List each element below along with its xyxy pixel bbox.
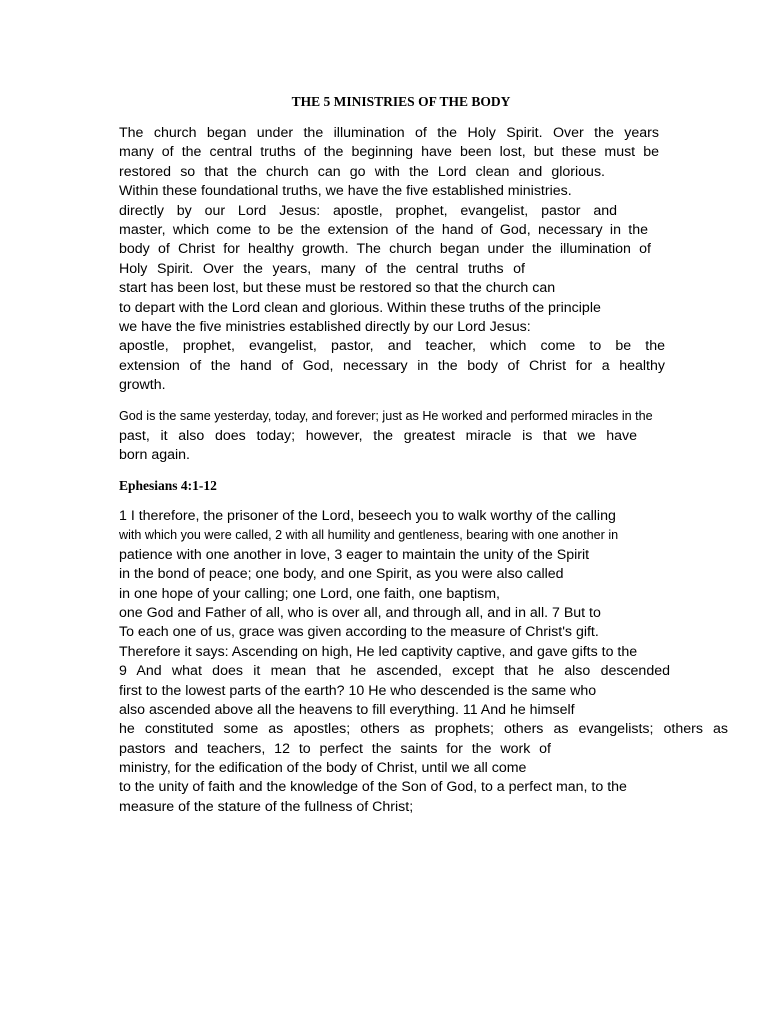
- text-line: with which you were called, 2 with all humility and gentleness, bearing with one another in: [119, 528, 619, 543]
- text-line: restored so that the church can go with the Lord clean and glorious.: [119, 163, 605, 180]
- text-line: ministry, for the edification of the body of Christ, until we all come: [119, 760, 527, 777]
- scripture-paragraph: [119, 507, 728, 817]
- text-line: To each one of us, grace was given according to the measure of Christ's gift.: [119, 624, 599, 641]
- text-line: apostle, prophet, evangelist, pastor, and teacher, which come to be the: [119, 338, 665, 355]
- text-line: many of the central truths of the beginning have been lost, but these must be: [119, 144, 659, 161]
- text-line: also ascended above all the heavens to fill everything. 11 And he himself: [119, 701, 575, 718]
- text-line: to the unity of faith and the knowledge of the Son of God, to a perfect man, to the: [119, 779, 627, 796]
- document-title: THE 5 MINISTRIES OF THE BODY: [291, 94, 511, 109]
- text-line: measure of the stature of the fullness of Christ;: [119, 798, 414, 815]
- text-line: The church began under the illumination of the Holy Spirit. Over the years: [119, 125, 659, 141]
- text-line: extension of the hand of God, necessary in the body of Christ for a healthy: [119, 357, 665, 374]
- text-line: Holy Spirit. Over the years, many of the central truths of: [119, 260, 525, 277]
- text-line: body of Christ for healthy growth. The church began under the illumination of: [119, 241, 651, 258]
- text-line: master, which come to be the extension of the hand of God, necessary in the: [119, 221, 648, 238]
- text-line: in the bond of peace; one body, and one Spirit, as you were also called: [119, 566, 564, 583]
- text-line: born again.: [119, 447, 190, 463]
- text-line: one God and Father of all, who is over all, and through all, and in all. 7 But to: [119, 604, 601, 621]
- text-line: we have the five ministries established directly by our Lord Jesus:: [119, 318, 531, 335]
- miracle-paragraph: [119, 406, 728, 465]
- text-line: pastors and teachers, 12 to perfect the saints for the work of: [119, 740, 551, 757]
- text-line: patience with one another in love, 3 eager to maintain the unity of the Spirit: [119, 546, 590, 563]
- text-line: 1 I therefore, the prisoner of the Lord, beseech you to walk worthy of the calling: [119, 508, 616, 524]
- text-line: he constituted some as apostles; others as prophets; others as evangelists; others as: [119, 721, 728, 738]
- text-line: 9 And what does it mean that he ascended, except that he also descended: [119, 663, 670, 680]
- text-line: start has been lost, but these must be restored so that the church can: [119, 280, 556, 297]
- text-line: God is the same yesterday, today, and forever; just as He worked and performed miracles in the: [119, 409, 653, 423]
- text-line: Within these foundational truths, we have the five established ministries.: [119, 183, 572, 200]
- text-line: to depart with the Lord clean and glorious. Within these truths of the principle: [119, 299, 601, 316]
- text-line: directly by our Lord Jesus: apostle, prophet, evangelist, pastor and: [119, 202, 617, 219]
- text-line: Therefore it says: Ascending on high, He led captivity captive, and gave gifts to the: [119, 643, 638, 660]
- text-line: growth.: [119, 377, 166, 394]
- text-line: in one hope of your calling; one Lord, one faith, one baptism,: [119, 585, 500, 602]
- intro-paragraph: [119, 124, 665, 395]
- text-line: first to the lowest parts of the earth? 10 He who descended is the same who: [119, 682, 597, 699]
- text-line: past, it also does today; however, the greatest miracle is that we have: [119, 428, 637, 444]
- scripture-heading: Ephesians 4:1-12: [119, 478, 217, 493]
